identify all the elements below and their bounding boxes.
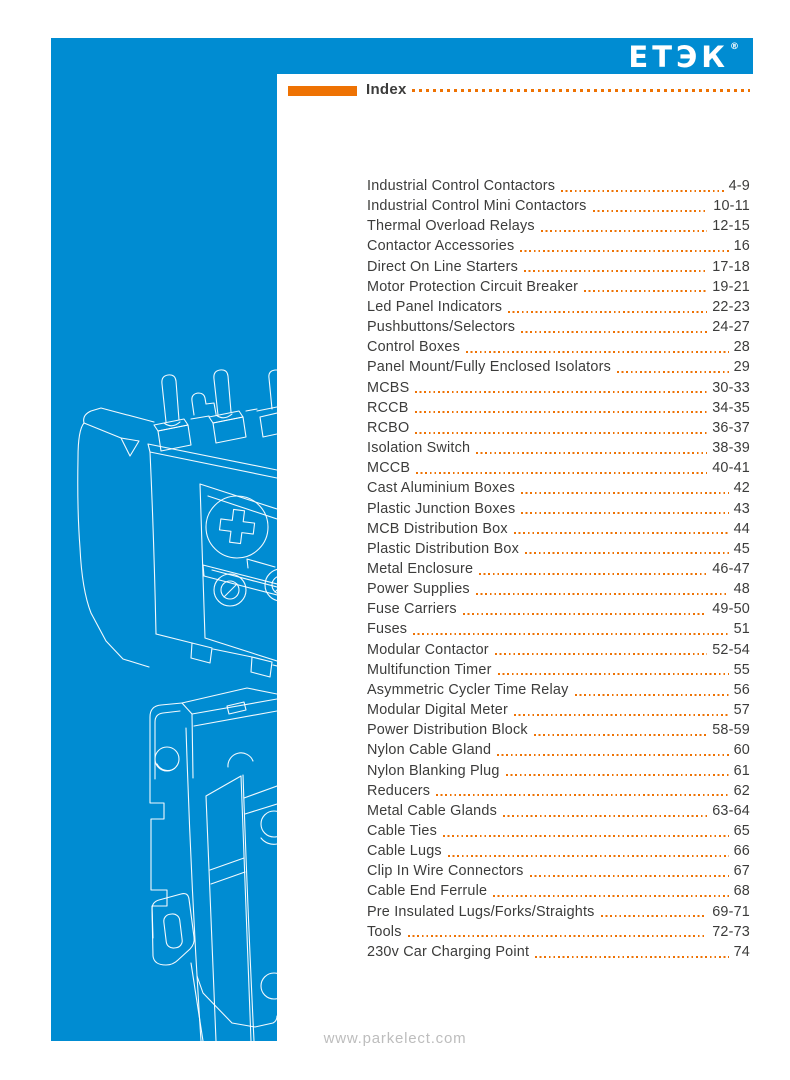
index-entry-pages: 17-18 — [712, 258, 750, 275]
dotted-leader — [601, 915, 708, 917]
index-header-dotted-rule — [412, 89, 750, 92]
left-illustration-panel — [51, 38, 277, 1041]
index-entry — [367, 720, 750, 740]
index-entry-pages: 58-59 — [712, 722, 750, 739]
brand-logo-text: ЕТЭК — [628, 39, 729, 74]
index-entry-pages: 51 — [733, 621, 750, 638]
index-entry — [367, 438, 750, 458]
index-entry-pages: 36-37 — [712, 419, 750, 436]
dotted-leader — [524, 270, 707, 272]
index-entry — [367, 337, 750, 357]
index-entry-label: Plastic Junction Boxes — [367, 500, 516, 517]
index-entry-pages: 61 — [733, 762, 750, 779]
index-entry-label: Control Boxes — [367, 339, 460, 356]
dotted-leader — [493, 895, 728, 897]
contactor-din-rail-illustration — [150, 688, 277, 1041]
index-entry — [367, 801, 750, 821]
index-entry — [367, 539, 750, 559]
index-entry-pages: 48 — [733, 581, 750, 598]
index-entry — [367, 458, 750, 478]
index-entry — [367, 176, 750, 196]
index-entry-pages: 74 — [733, 943, 750, 960]
index-entry-label: Reducers — [367, 782, 431, 799]
dotted-leader — [415, 432, 707, 434]
index-entry-label: Pushbuttons/Selectors — [367, 319, 516, 336]
index-entry-pages: 49-50 — [712, 601, 750, 618]
index-entry — [367, 680, 750, 700]
dotted-leader — [525, 552, 729, 554]
index-entry — [367, 257, 750, 277]
index-entry-label: Panel Mount/Fully Enclosed Isolators — [367, 359, 611, 376]
page-title: Index — [366, 81, 407, 98]
index-entry-pages: 44 — [733, 520, 750, 537]
index-entry — [367, 297, 750, 317]
line-art-illustrations — [51, 38, 277, 1041]
dotted-leader — [508, 311, 707, 313]
index-entry-pages: 42 — [733, 480, 750, 497]
index-entry — [367, 378, 750, 398]
index-entry-pages: 72-73 — [712, 923, 750, 940]
dotted-leader — [495, 653, 707, 655]
index-entry-pages: 34-35 — [712, 399, 750, 416]
index-entry — [367, 821, 750, 841]
index-entry — [367, 640, 750, 660]
dotted-leader — [476, 452, 707, 454]
index-entry — [367, 841, 750, 861]
index-entry — [367, 700, 750, 720]
index-entry-pages: 62 — [733, 782, 750, 799]
index-entry-pages: 19-21 — [712, 278, 750, 295]
index-entry-pages: 56 — [733, 681, 750, 698]
index-entry-pages: 29 — [733, 359, 750, 376]
index-entry-label: Clip In Wire Connectors — [367, 863, 524, 880]
index-entry-pages: 40-41 — [712, 460, 750, 477]
index-entry-pages: 16 — [733, 238, 750, 255]
dotted-leader — [561, 190, 723, 192]
index-header-swatch — [288, 86, 357, 96]
index-list — [367, 176, 750, 962]
index-entry-label: MCCB — [367, 460, 411, 477]
index-entry-pages: 52-54 — [712, 641, 750, 658]
index-entry — [367, 317, 750, 337]
index-entry-label: Cable End Ferrule — [367, 883, 488, 900]
index-entry-pages: 69-71 — [712, 903, 750, 920]
index-entry-pages: 4-9 — [728, 178, 750, 194]
index-entry-pages: 45 — [733, 540, 750, 557]
index-entry — [367, 196, 750, 216]
index-entry-label: Direct On Line Starters — [367, 258, 518, 275]
index-entry-pages: 65 — [733, 823, 750, 839]
index-entry-label: Cable Lugs — [367, 843, 442, 860]
index-entry-label: Cable Ties — [367, 823, 437, 839]
dotted-leader — [593, 210, 709, 212]
index-entry-label: Pre Insulated Lugs/Forks/Straights — [367, 903, 595, 920]
index-entry-pages: 67 — [733, 863, 750, 880]
index-entry-label: Fuses — [367, 621, 408, 638]
dotted-leader — [448, 855, 729, 857]
dotted-leader — [584, 290, 707, 292]
dotted-leader — [415, 391, 707, 393]
dotted-leader — [408, 935, 708, 937]
dotted-leader — [497, 754, 728, 756]
index-entry — [367, 418, 750, 438]
dotted-leader — [520, 250, 728, 252]
index-entry-label: Motor Protection Circuit Breaker — [367, 278, 579, 295]
index-entry-label: RCBO — [367, 419, 410, 436]
index-entry-label: Nylon Cable Gland — [367, 742, 492, 759]
dotted-leader — [476, 593, 729, 595]
index-entry — [367, 902, 750, 922]
dotted-leader — [463, 613, 707, 615]
index-entry-pages: 63-64 — [712, 802, 750, 819]
index-entry-pages: 60 — [733, 742, 750, 759]
index-entry-label: Industrial Control Mini Contactors — [367, 198, 587, 215]
index-entry — [367, 478, 750, 498]
index-entry-label: Modular Contactor — [367, 641, 489, 658]
index-entry-label: Modular Digital Meter — [367, 702, 508, 719]
index-entry-label: Led Panel Indicators — [367, 298, 503, 315]
dotted-leader — [443, 835, 729, 837]
index-entry-label: Metal Cable Glands — [367, 802, 497, 819]
index-entry-pages: 22-23 — [712, 298, 750, 315]
dotted-leader — [535, 956, 728, 958]
dotted-leader — [498, 673, 729, 675]
index-entry — [367, 761, 750, 781]
dotted-leader — [415, 411, 708, 413]
dotted-leader — [617, 371, 729, 373]
index-entry-label: Power Distribution Block — [367, 722, 528, 739]
index-entry — [367, 579, 750, 599]
index-entry — [367, 781, 750, 801]
index-entry-label: Isolation Switch — [367, 440, 471, 457]
index-entry-pages: 38-39 — [712, 440, 750, 457]
index-entry-pages: 46-47 — [712, 560, 750, 577]
index-entry-label: Asymmetric Cycler Time Relay — [367, 681, 569, 698]
index-entry — [367, 922, 750, 942]
index-entry — [367, 357, 750, 377]
dotted-leader — [534, 734, 707, 736]
footer-url: www.parkelect.com — [323, 1030, 467, 1047]
registered-trademark-icon: ® — [730, 42, 739, 52]
dotted-leader — [541, 230, 707, 232]
index-entry — [367, 216, 750, 236]
index-entry-label: Metal Enclosure — [367, 560, 474, 577]
index-entry — [367, 559, 750, 579]
index-entry — [367, 277, 750, 297]
index-entry-label: MCB Distribution Box — [367, 520, 508, 537]
dotted-leader — [503, 815, 707, 817]
index-entry-label: Thermal Overload Relays — [367, 218, 535, 235]
dotted-leader — [575, 694, 729, 696]
index-entry-pages: 55 — [733, 661, 750, 678]
index-entry-label: Multifunction Timer — [367, 661, 492, 678]
index-entry-pages: 68 — [733, 883, 750, 900]
index-entry-label: Cast Aluminium Boxes — [367, 480, 515, 497]
index-entry-pages: 24-27 — [712, 319, 750, 336]
index-entry-label: Industrial Control Contactors — [367, 178, 556, 194]
dotted-leader — [436, 794, 728, 796]
dotted-leader — [416, 472, 707, 474]
thermal-overload-relay-illustration — [78, 370, 277, 677]
dotted-leader — [530, 875, 729, 877]
index-entry-pages: 57 — [733, 702, 750, 719]
index-entry-label: MCBS — [367, 379, 410, 396]
index-entry — [367, 861, 750, 881]
index-entry-label: Power Supplies — [367, 581, 470, 598]
index-entry-label: RCCB — [367, 399, 409, 416]
index-entry — [367, 619, 750, 639]
index-entry — [367, 740, 750, 760]
index-entry-pages: 10-11 — [713, 198, 750, 215]
index-entry-label: Plastic Distribution Box — [367, 540, 519, 557]
index-entry-label: 230v Car Charging Point — [367, 943, 530, 960]
index-entry — [367, 942, 750, 962]
dotted-leader — [479, 573, 707, 575]
dotted-leader — [521, 492, 729, 494]
index-entry — [367, 236, 750, 256]
dotted-leader — [506, 774, 729, 776]
index-entry-pages: 30-33 — [712, 379, 750, 396]
dotted-leader — [514, 714, 729, 716]
index-entry — [367, 599, 750, 619]
index-entry-label: Contactor Accessories — [367, 238, 515, 255]
dotted-leader — [413, 633, 728, 635]
index-entry-label: Tools — [367, 923, 402, 940]
index-entry — [367, 519, 750, 539]
index-entry — [367, 660, 750, 680]
index-entry-label: Nylon Blanking Plug — [367, 762, 500, 779]
dotted-leader — [514, 532, 729, 534]
index-entry — [367, 398, 750, 418]
dotted-leader — [521, 331, 707, 333]
index-entry-pages: 28 — [733, 339, 750, 356]
dotted-leader — [466, 351, 729, 353]
index-entry — [367, 881, 750, 901]
index-entry-pages: 43 — [733, 500, 750, 517]
index-entry — [367, 499, 750, 519]
dotted-leader — [521, 512, 728, 514]
index-entry-pages: 12-15 — [712, 218, 750, 235]
index-entry-label: Fuse Carriers — [367, 601, 457, 618]
index-entry-pages: 66 — [733, 843, 750, 860]
brand-logo — [628, 39, 739, 75]
